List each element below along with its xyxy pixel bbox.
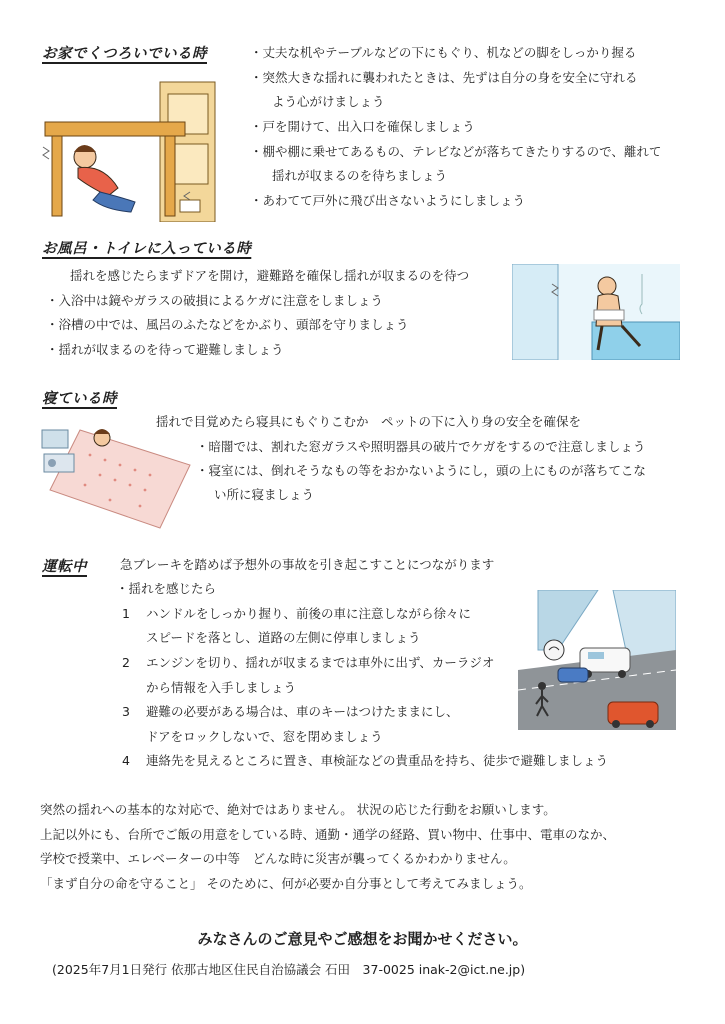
closing-line-4: 「まず自分の命を守ること」 そのために、何が必要か自分事として考えてみましょう。 <box>40 876 532 891</box>
home-line-4: ・戸を開けて、出入口を確保しましょう <box>250 119 475 134</box>
closing-line-3: 学校で授業中、エレベーターの中等 どんな時に災害が襲ってくるかわかりません。 <box>40 851 516 866</box>
sleep-lead: 揺れで目覚めたら寝具にもぐりこむか ペットの下に入り身の安全を確保を <box>156 414 582 429</box>
closing-line-1: 突然の揺れへの基本的な対応で、絶対ではありません。 状況の応じた行動をお願いします。 <box>40 802 556 817</box>
bath-line-2: ・浴槽の中では、風呂のふたなどをかぶり、頭部を守りましょう <box>46 317 409 332</box>
drive-step-2-line-1: エンジンを切り、揺れが収まるまでは車外に出ず、カーラジオ <box>146 655 495 670</box>
home-line-3: よう心がけましょう <box>272 94 385 109</box>
drive-step-4-line-1: 連絡先を見えるところに置き、車検証などの貴重品を持ち、徒歩で避難しましょう <box>146 753 609 768</box>
sleep-line-1: ・暗闇では、割れた窓ガラスや照明器具の破片でケガをするので注意しましょう <box>196 439 646 454</box>
drive-step-2-line-2: から情報を入手しましょう <box>146 680 297 695</box>
drive-step-1-line-2: スピードを落とし、道路の左側に停車しましょう <box>146 630 421 645</box>
home-line-6: 揺れが収まるのを待ちましょう <box>272 168 448 183</box>
feedback-request: みなさんのご意見やご感想をお聞かせください。 <box>197 930 528 948</box>
publisher-info: (2025年7月1日発行 依那古地区住民自治協議会 石田 37-0025 inak-2@ict.ne.jp) <box>52 962 526 977</box>
drive-step-2-number: 2 <box>122 655 130 670</box>
home-earthquake-illustration <box>40 72 220 222</box>
closing-line-2: 上記以外にも、台所でご飯の用意をしている時、通勤・通学の経路、買い物中、仕事中、電車のなか、 <box>40 827 616 842</box>
drive-step-3-line-2: ドアをロックしないで、窓を閉めましょう <box>146 729 383 744</box>
bath-lead: 揺れを感じたらまずドアを開け，避難路を確保し揺れが収まるのを待つ <box>70 268 470 283</box>
bath-earthquake-illustration <box>512 264 680 360</box>
section-bath-title: お風呂・トイレに入っている時 <box>42 241 252 257</box>
bath-line-3: ・揺れが収まるのを待って避難しましょう <box>46 342 284 357</box>
sleep-line-3: い所に寝ましょう <box>214 487 315 502</box>
section-sleep-title: 寝ている時 <box>42 391 117 407</box>
section-home-title: お家でくつろいでいる時 <box>42 46 207 62</box>
drive-step-4-number: 4 <box>122 753 130 768</box>
section-drive-title: 運転中 <box>42 559 87 575</box>
home-line-5: ・棚や棚に乗せてあるもの、テレビなどが落ちてきたりするので、離れて <box>250 144 662 159</box>
home-line-2: ・突然大きな揺れに襲われたときは、先ずは自分の身を安全に守れる <box>250 70 638 85</box>
drive-earthquake-illustration <box>518 590 676 730</box>
drive-sub: ・揺れを感じたら <box>116 581 217 596</box>
drive-step-1-line-1: ハンドルをしっかり握り、前後の車に注意しながら徐々に <box>146 606 472 621</box>
bath-line-1: ・入浴中は鏡やガラスの破損によるケガに注意をしましょう <box>46 293 383 308</box>
sleep-line-2: ・寝室には、倒れそうなもの等をおかないようにし，頭の上にものが落ちてこな <box>196 463 646 478</box>
home-line-1: ・丈夫な机やテーブルなどの下にもぐり、机などの脚をしっかり握る <box>250 45 637 60</box>
home-line-7: ・あわてて戸外に飛び出さないようにしましょう <box>250 193 526 208</box>
drive-step-1-number: 1 <box>122 606 130 621</box>
drive-lead: 急ブレーキを踏めば予想外の事故を引き起こすことにつながります <box>120 557 495 572</box>
drive-step-3-line-1: 避難の必要がある場合は、車のキーはつけたままにし、 <box>146 704 459 719</box>
drive-step-3-number: 3 <box>122 704 130 719</box>
